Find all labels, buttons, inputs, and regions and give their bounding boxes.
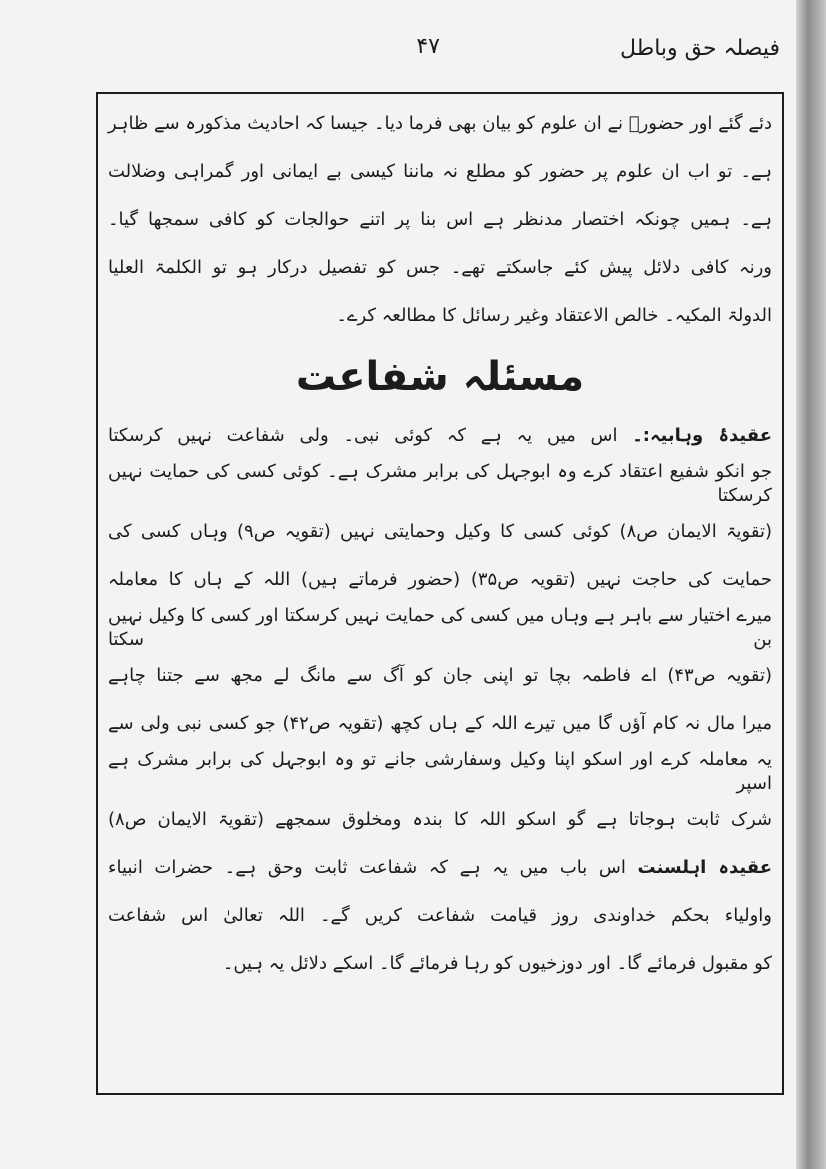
page-header: [100, 28, 780, 78]
text-line: [108, 412, 772, 460]
text-span: شرک ثابت ہوجاتا ہے گو اسکو اللہ کا بندہ ومخلوق سمجھے (تقویۃ الایمان ص۸): [108, 809, 772, 830]
text-line: [108, 244, 772, 292]
book-title: فیصلہ حق وباطل: [620, 36, 780, 61]
text-span: ہے۔ ہمیں چونکہ اختصار مدنظر ہے اس بنا پر اتنے حوالجات کو کافی سمجھا گیا۔: [108, 209, 772, 230]
text-span: یہ معاملہ کرے اور اسکو اپنا وکیل وسفارشی جانے تو وہ ابوجہل کی برابر مشرک ہے اسپر: [108, 749, 772, 794]
text-span: اس باب میں یہ ہے کہ شفاعت ثابت وحق ہے۔ حضرات انبیاء: [108, 857, 626, 878]
page-edge-shadow: [796, 0, 826, 1169]
text-line: [108, 844, 772, 892]
text-span: الدولۃ المکیہ۔ خالص الاعتقاد وغیر رسائل کا مطالعہ کرے۔: [336, 305, 772, 326]
sunni-label: عقیدہ اہلسنت: [637, 857, 773, 878]
text-span: میرے اختیار سے باہر ہے وہاں میں کسی کی حمایت نہیں کرسکتا اور کسی کا وکیل نہیں بن سکتا: [108, 605, 772, 650]
text-span: (تقویۃ الایمان ص۸) کوئی کسی کا وکیل وحمایتی نہیں (تقویہ ص۹) وہاں کسی کی: [108, 521, 772, 542]
text-span: ورنہ کافی دلائل پیش کئے جاسکتے تھے۔ جس کو تفصیل درکار ہو تو الکلمۃ العلیا: [108, 257, 772, 278]
text-line: [108, 556, 772, 604]
text-line: [108, 604, 772, 652]
text-span: [108, 856, 772, 880]
text-span: حمایت کی حاجت نہیں (تقویہ ص۳۵) (حضور فرماتے ہیں) اللہ کے ہاں کا معاملہ: [108, 569, 772, 590]
text-span: کو مقبول فرمائے گا۔ اور دوزخیوں کو رہا فرمائے گا۔ اسکے دلائل یہ ہیں۔: [222, 953, 772, 974]
text-span: جو انکو شفیع اعتقاد کرے وہ ابوجہل کی برابر مشرک ہے۔ کوئی کسی کی حمایت نہیں کرسکتا: [108, 461, 772, 506]
text-line: [108, 100, 772, 148]
page-number: ۴۷: [416, 34, 440, 59]
wahhabi-label: عقیدۂ وہابیہ:۔: [632, 425, 772, 446]
text-span: اس میں یہ ہے کہ کوئی نبی۔ ولی شفاعت نہیں کرسکتا: [108, 425, 618, 446]
text-line: [108, 460, 772, 508]
text-line: [108, 148, 772, 196]
text-line: [108, 700, 772, 748]
section-heading: مسئلہ شفاعت: [295, 354, 585, 400]
text-line: [108, 292, 772, 340]
text-span: [108, 424, 772, 448]
text-line: [108, 196, 772, 244]
text-line: [108, 940, 772, 988]
text-span: میرا مال نہ کام آؤں گا میں تیرے اللہ کے ہاں کچھ (تقویہ ص۴۲) جو کسی نبی ولی سے: [108, 713, 772, 734]
text-line: [108, 652, 772, 700]
text-span: واولیاء بحکم خداوندی روز قیامت شفاعت کریں گے۔ اللہ تعالیٰ اس شفاعت: [108, 905, 772, 926]
text-line: [108, 796, 772, 844]
text-span: (تقویہ ص۴۳) اے فاطمہ بچا تو اپنی جان کو آگ سے مانگ لے مجھ سے جتنا چاہے: [108, 665, 772, 686]
text-line: [108, 892, 772, 940]
text-line: [108, 508, 772, 556]
text-frame: [96, 92, 784, 1095]
text-line: [108, 748, 772, 796]
text-span: دئے گئے اور حضورؐ نے ان علوم کو بیان بھی فرما دیا۔ جیسا کہ احادیث مذکورہ سے ظاہر: [108, 113, 772, 134]
text-span: ہے۔ تو اب ان علوم پر حضور کو مطلع نہ ماننا کیسی بے ایمانی اور گمراہی وضلالت: [108, 161, 772, 182]
